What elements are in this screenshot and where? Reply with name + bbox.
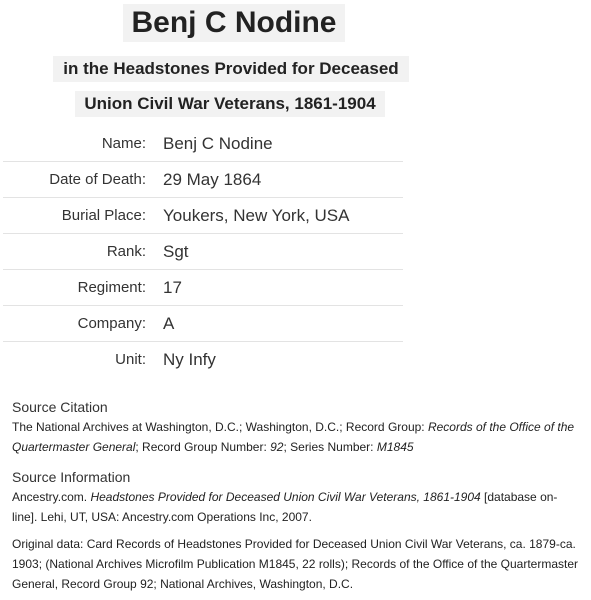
- record-value: 29 May 1864: [163, 170, 262, 189]
- source-citation-text: [12, 417, 582, 457]
- source-information-text: [12, 487, 582, 527]
- record-value: Youkers, New York, USA: [163, 206, 350, 225]
- record-row-unit: [3, 342, 403, 377]
- record-row-regiment: [3, 270, 403, 306]
- title-overlap-line: [120, 38, 350, 48]
- citation-text: ; Record Group Number:: [135, 440, 271, 454]
- record-label: Burial Place:: [61, 207, 146, 224]
- citation-record-group-number: 92: [270, 440, 284, 454]
- record-value: Benj C Nodine: [163, 134, 273, 153]
- info-database-title: Headstones Provided for Deceased Union Civil War Veterans, 1861-1904: [90, 490, 481, 504]
- original-data-text: Original data: Card Records of Headstones Provided for Deceased Union Civil War Veterans, ca. 1879-ca. 1903; (National Archives Microfilm Publication M1845, 22 rolls); Records of the Office of the Quartermaster General, Record Group 92; National Archives, Washington, D.C.: [12, 537, 579, 591]
- record-label: Name:: [101, 135, 146, 152]
- citation-text: The National Archives at Washington, D.C.; Washington, D.C.; Record Group:: [12, 420, 428, 434]
- source-citation-heading: Source Citation: [12, 399, 108, 415]
- info-text: [database on-line]. Lehi, UT, USA: Ancestry.com Operations Inc, 2007.: [12, 490, 558, 524]
- record-value: 17: [163, 278, 182, 297]
- record-row-date-of-death: [3, 162, 403, 198]
- record-row-name: [3, 126, 403, 162]
- citation-record-group: Records of the Office of the Quartermaster General: [12, 420, 575, 454]
- record-row-company: [3, 306, 403, 342]
- record-row-burial-place: [3, 198, 403, 234]
- record-label: Rank:: [106, 243, 146, 260]
- record-value: A: [163, 314, 175, 333]
- citation-text: ; Series Number:: [283, 440, 377, 454]
- record-table: [3, 126, 403, 377]
- page-title: Benj C Nodine: [123, 4, 345, 42]
- record-value: Ny Infy: [163, 350, 216, 369]
- record-label: Company:: [77, 315, 146, 332]
- source-information-heading: Source Information: [12, 469, 131, 485]
- record-row-rank: [3, 234, 403, 270]
- citation-series-number: M1845: [376, 440, 414, 454]
- record-label: Date of Death:: [49, 171, 146, 188]
- record-value: Sgt: [163, 242, 189, 261]
- info-text: Ancestry.com.: [12, 490, 91, 504]
- record-label: Regiment:: [77, 279, 146, 296]
- collection-title-line2: Union Civil War Veterans, 1861-1904: [75, 91, 385, 117]
- collection-title-line1: in the Headstones Provided for Deceased: [53, 56, 409, 82]
- record-label: Unit:: [115, 351, 146, 368]
- source-citation-section: [12, 397, 582, 457]
- source-information-section: [12, 467, 582, 527]
